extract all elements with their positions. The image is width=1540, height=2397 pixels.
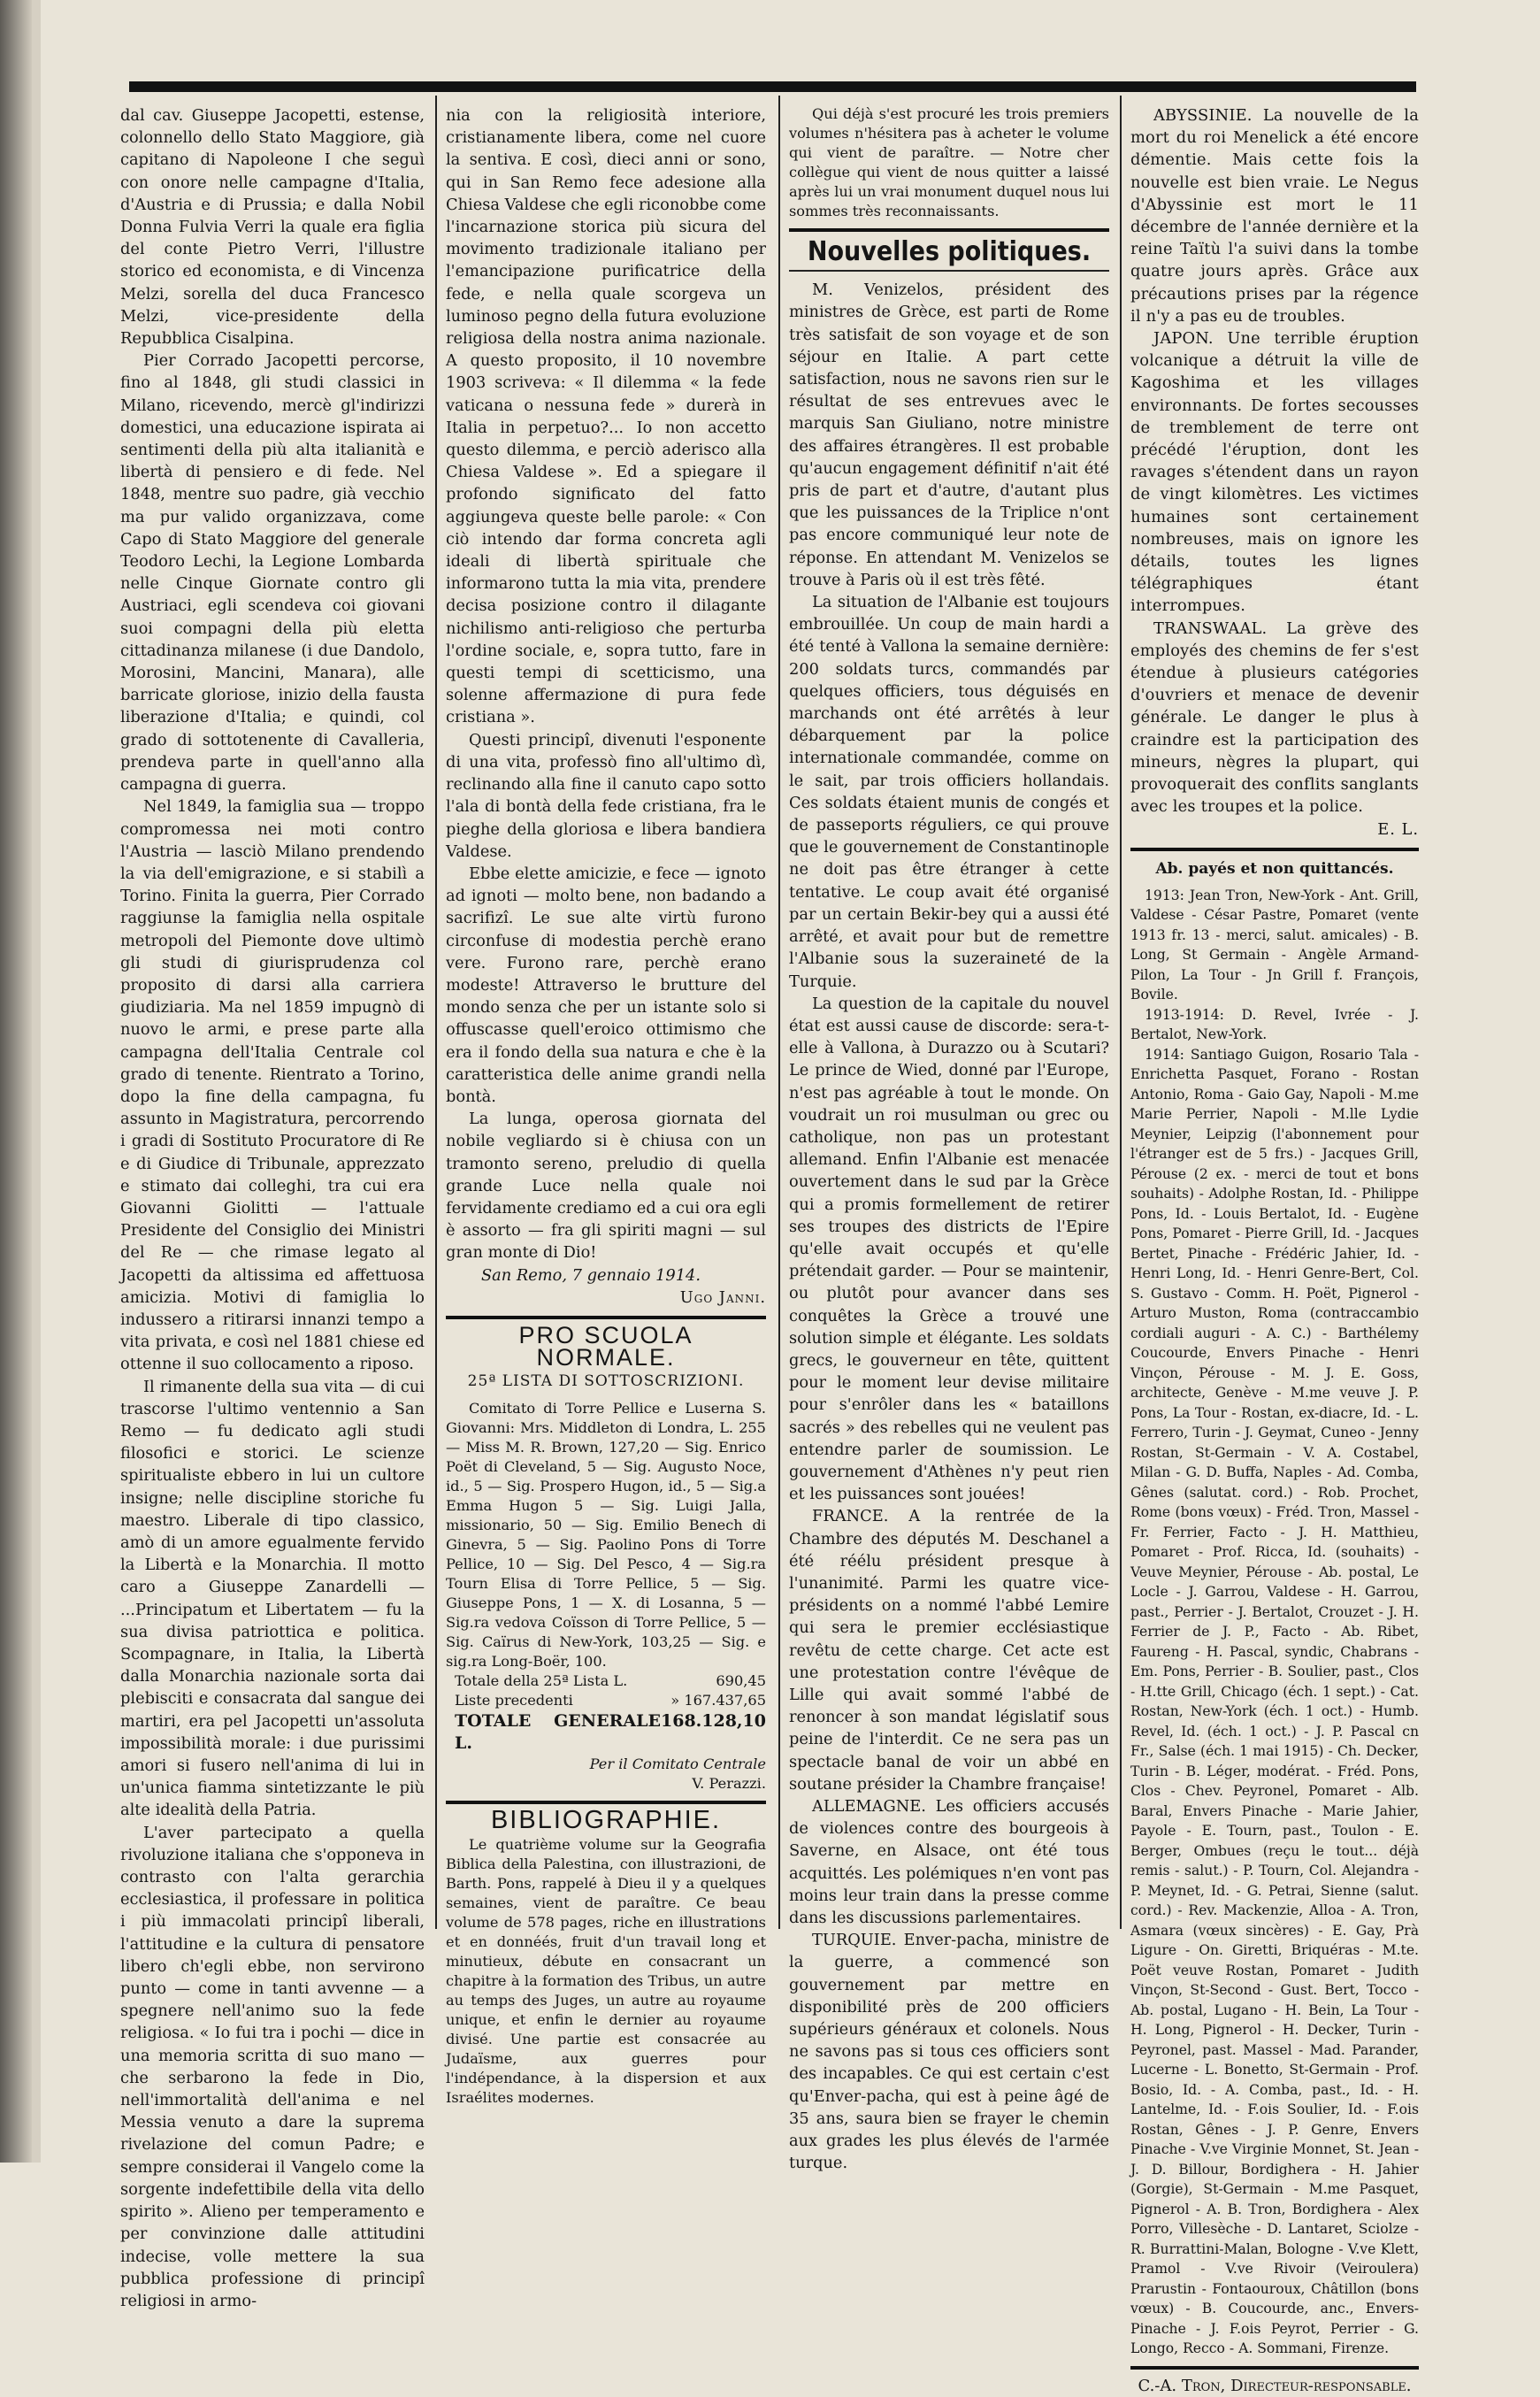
page-fold bbox=[32, 0, 41, 2163]
total-row bbox=[446, 1671, 766, 1691]
ack-entry: 1914: Santiago Guigon, Rosario Tala - Enrichetta Pasquet, Forano - Rostan Antonio, Roma - Gaio Gay, Napoli - M.me Marie Perrier, Napoli - M.lle Lydie Meynier, Leipzig (l'abonnement pour l'étranger est de 5 frs.) - Jacques Grill, Pérouse (2 ex. - merci de tout et bons souhaits) - Adolphe Rostan, Id. - Philippe Pons, Id. - Louis Bertalot, Id. - Eugène Pons, Pomaret - Pierre Grill, Id. - Jacques Bertet, Pinache - Frédéric Jahier, Id. - Henri Long, Id. - Henri Genre-Bert, Col. S. Gustavo - Comm. H. Poët, Pignerol - Arturo Muston, Roma (contraccambio cordiali auguri - A. C.) - Barthélemy Coucourde, Envers Pinache - Henri Vinçon, Pérouse - M. J. E. Goss, architecte, Genève - M.me veuve J. P. Pons, La Tour - Rostan, ex-diacre, Id. - L. Ferrero, Turin - J. Geymat, Cuneo - Jenny Rostan, St-Germain - V. A. Costabel, Milan - G. D. Buffa, Naples - Ad. Comba, Gênes (salutat. cord.) - Rob. Prochet, Rome (bons vœux) - Fréd. Tron, Massel - Fr. Ferrier, Facto - J. H. Matthieu, Pomaret - Prof. Ricca, Id. (souhaits) - Veuve Meynier, Pérouse - Ab. postal, Le Locle - J. Garrou, Valdese - H. Garrou, past., Perrier - J. Bertalot, Crouzet - J. H. Ferrier de J. P., Facto - Ab. Ribet, Faureng - H. Pascal, syndic, Chabrans - Em. Pons, Perrier - B. Soulier, past., Clos - H.tte Grill, Chicago (éch. 1 sept.) - Cat. Rostan, New-York (éch. 1 oct.) - Humb. Revel, Id. (éch. 1 oct.) - J. P. Pascal cn Fr., Salse (éch. 1 mai 1915) - Ch. Decker, Turin - B. Léger, modérat. - Fréd. Pons, Clos - Chev. Peyronel, Pomaret - Alb. Baral, Envers Pinache - Marie Jahier, Payole - E. Tourn, past., Toulon - E. Berger, Ombues (reçu le tout... déjà remis - salut.) - P. Tourn, Col. Alejandra - P. Meynet, Id. - G. Petrai, Sienne (salut. cord.) - Rev. Mackenzie, Alloa - A. Tron, Asmara (vœux sincères) - E. Gay, Prà Ligure - On. Giretti, Briquéras - M.te. Poët veuve Rostan, Pomaret - Judith Vinçon, St-Second - Gust. Bert, Tocco - Ab. postal, Lugano - H. Bein, La Tour - H. Long, Pignerol - H. Decker, Turin - Peyronel, past. Massel - Mad. Parander, Lucerne - L. Bonetto, St-Germain - Prof. Bosio, Id. - A. Comba, past., Id. - H. Lantelme, Id. - F.ois Soulier, Id. - F.ois Rostan, Gênes - J. P. Genre, Envers Pinache - V.ve Virginie Monnet, St. Jean - J. D. Billour, Bordighera - H. Jahier (Gorgie), St-Germain - M.me Pasquet, Pignerol - A. B. Tron, Bordighera - Alex Porro, Villesèche - D. Lantaret, Sciolze - R. Burrattini-Malan, Bologne - V.ve Klett, Pramol - V.ve Rivoir (Veiroulera) Prarustin - Fontaouroux, Châtillon (bons vœux) - B. Coucourde, anc., Envers-Pinache - J. F.ois Peyrot, Perrier - G. Longo, Recco - A. Sommani, Firenze. bbox=[1130, 1046, 1419, 2357]
section-divider bbox=[446, 1801, 766, 1804]
paragraph: FRANCE. A la rentrée de la Chambre des députés M. Deschanel a été réélu président presque à l'unanimité. Parmi les quatre vice-présidents on a nommé l'abbé Lemire qui sera le premier ecclésiastique revêtu de cette charge. Cet acte est une protestation contre l'évêque de Lille qui avait sommé l'abbé de renoncer à son mandat législatif sous peine de l'interdit. Ce ne sera pas un spectacle banal de voir un abbé en soutane présider la Chambre française! bbox=[789, 1507, 1109, 1794]
paragraph: La question de la capitale du nouvel état est aussi cause de discorde: sera-t-elle à Vallona, à Durazzo ou à Scutari? Le prince de Wied, donné par l'Europe, n'est pas agréable à tout le monde. On voudrait un roi musulman ou grec ou catholique, non pas un protestant allemand. Enfin l'Albanie est menacée ouvertement dans le sud par la Grèce qui a promis formellement de retirer ses troupes des districts de l'Epire qu'elle avait occupés et qu'elle prétendait garder. — Pour se maintenir, ou plutôt pour avancer dans ses conquêtes la Grèce a trouvé une solution simple et élégante. Les soldats grecs, le gouverneur en tête, quittent pour le moment leur devise militaire pour s'enrôler dans les « bataillons sacrés » des rebelles qui ne veulent pas entendre parler de soumission. Le gouvernement d'Athènes n'y peut rien et les puissances sont jouées! bbox=[789, 994, 1109, 1504]
heading-rule bbox=[789, 270, 1109, 272]
paragraph: La lunga, operosa giornata del nobile vegliardo si è chiusa con un tramonto sereno, preludio di quella grande Luce nella quale noi fervidamente crediamo ed a cui ora egli è assorto — fra gli spiriti magni — sul gran monte di Dio! bbox=[446, 1110, 766, 1263]
paragraph: nia con la religiosità interiore, cristianamente libera, come nel cuore la sentiva. E così, dieci anni or sono, qui in San Remo fece adesione alla Chiesa Valdese che egli riconobbe come l'incarnazione storica più sicura del movimento tradizionale italiano per l'emancipazione purificatrice della fede, e nella quale scorgeva un luminoso pegno della futura evoluzione religiosa della nostra anima nazionale. A questo proposito, il 10 novembre 1903 scriveva: « Il dilemma « la fede vaticana o nessuna fede » durerà in Italia in perpetuo?... Io non accetto questo dilemma, e perciò aderisco alla Chiesa Valdese ». Ed a spiegare il profondo significato del fatto aggiungeva queste belle parole: « Con ciò intendo dar forma concreta agli ideali di libertà spirituale che informarono tutta la mia vita, prendere decisa posizione contro il dilagante nichilismo anti-religioso che perturba l'ordine sociale, e, sopra tutto, fare in questi tempi di scetticismo, una solenne affermazione di pura fede cristiana ». bbox=[446, 106, 766, 727]
top-rule bbox=[129, 81, 1416, 92]
acknowledgements-heading: Ab. payés et non quittancés. bbox=[1155, 859, 1394, 878]
scan-binding-edge bbox=[0, 0, 32, 2163]
section-divider bbox=[446, 1316, 766, 1319]
paragraph: Nel 1849, la famiglia sua — troppo compromessa nei moti contro l'Austria — lasciò Milano prendendo la via dell'emigrazione, e si stabilì a Torino. Finita la guerra, Pier Corrado raggiunse la famiglia nella ospitale metropoli del Piemonte dove ultimò gli studi di giurisprudenza col proposito di darsi alla carriera giudiziaria. Ma nel 1859 impugnò di nuovo le armi, e prese parte alla campagna dell'Italia Centrale col grado di tenente. Rientrato a Torino, dopo la fine della campagna, fu assunto in Magistratura, percorrendo i gradi di Sostituto Procuratore di Re e di Giudice di Tribunale, apprezzato e stimato dai colleghi, tra cui era Giovanni Giolitti — l'attuale Presidente del Consiglio dei Ministri del Re — che rimase legato al Jacopetti da altissima ed affettuosa amicizia. Motivi di famiglia lo indussero a ritirarsi innanzi tempo a vita privata, e così nel 1881 chiese ed ottenne il suo collocamento a riposo. bbox=[120, 797, 425, 1374]
previous-label: Liste precedenti bbox=[455, 1691, 573, 1709]
subscription-list: Comitato di Torre Pellice e Luserna S. Giovanni: Mrs. Middleton di Londra, L. 255 — Miss M. R. Brown, 127,20 — Sig. Enrico Poët di Cleveland, 5 — Sig. Augusto Noce, id., 5 — Sig. Prospero Hugon, id., 5 — Sig.a Emma Hugon 5 — Sig. Luigi Jalla, missionario, 50 — Sig. Emilio Benech di Ginevra, 5 — Sig. Paolino Pons di Torre Pellice, 10 — Sig. Del Pesco, 4 — Sig.ra Tourn Elisa di Torre Pellice, 5 — Sig. Giuseppe Pons, 1 — X. di Losanna, 5 — Sig.ra vedova Coïsson di Torre Pellice, 5 — Sig. Caïrus di New-York, 103,25 — Sig. e sig.ra Long-Boër, 100. bbox=[446, 1399, 766, 1670]
paragraph: TRANSWAAL. La grève des employés des chemins de fer s'est étendue à plusieurs catégories d'ouvriers et menace de devenir générale. Le danger le plus à craindre est la participation des mineurs, nègres la plupart, qui provoquerait des conflits sanglants avec les troupes et la police. bbox=[1130, 618, 1419, 817]
school-heading: PRO SCUOLA NORMALE. bbox=[518, 1321, 693, 1371]
article-signature: Ugo Janni. bbox=[679, 1287, 766, 1307]
paragraph: JAPON. Une terrible éruption volcanique a détruit la ville de Kagoshima et les villages environnants. De fortes secousses de tremblement de terre ont précédé l'éruption, dont les ravages s'étendent dans un rayon de vingt kilomètres. Les victimes humaines sont certainement nombreuses, mais on ignore les détails, toutes les lignes télégraphiques étant interrompues. bbox=[1130, 329, 1419, 616]
column-rule-1 bbox=[435, 96, 437, 1929]
column-rule-2 bbox=[778, 96, 780, 1929]
committee-signer: V. Perazzi. bbox=[692, 1774, 766, 1792]
paragraph: Questi principî, divenuti l'esponente di una vita, professò fino all'ultimo dì, reclinando alla fine il canuto capo sotto l'ala di bontà della fede cristiana, fra le pieghe della gloriosa e libera bandiera Valdese. bbox=[446, 730, 766, 861]
grand-total-row bbox=[446, 1710, 766, 1755]
committee-line: Per il Comitato Centrale bbox=[589, 1755, 766, 1772]
paragraph: dal cav. Giuseppe Jacopetti, estense, colonnello dello Stato Maggiore, già capitano di Napoleone I che seguì con onore nelle campagne d'Italia, d'Austria e di Prussia; e dalla Nobil Donna Fulvia Verri la quale era figlia del conte Pietro Verri, l'illustre storico ed economista, e di Vincenza Melzi, sorella del duca Francesco Melzi, vice-presidente della Repubblica Cisalpina. bbox=[120, 106, 425, 349]
news-signature: E. L. bbox=[1377, 819, 1419, 839]
column-1 bbox=[120, 104, 425, 2310]
section-divider bbox=[1130, 848, 1419, 851]
grand-total-value: 168.128,10 bbox=[661, 1710, 766, 1731]
paragraph: ALLEMAGNE. Les officiers accusés de violences contre des bourgeois à Saverne, en Alsace, ont été tous acquittés. Les polémiques n'en vont pas moins leur train dans la presse comme dans les discussions parlementaires. bbox=[789, 1797, 1109, 1928]
ack-entry: 1913-1914: D. Revel, Ivrée - J. Bertalot, New-York. bbox=[1130, 1006, 1419, 1043]
section-divider bbox=[789, 228, 1109, 232]
article-date: San Remo, 7 gennaio 1914. bbox=[481, 1265, 701, 1285]
column-3 bbox=[789, 104, 1109, 2173]
total-value: 690,45 bbox=[716, 1671, 766, 1689]
bibliography-heading: BIBLIOGRAPHIE. bbox=[490, 1805, 722, 1834]
news-heading: Nouvelles politiques. bbox=[807, 236, 1092, 267]
column-rule-3 bbox=[1120, 96, 1122, 1929]
paragraph: M. Venizelos, président des ministres de Grèce, est parti de Rome très satisfait de son voyage et de son séjour en Italie. A part cette satisfaction, nous ne savons rien sur le résultat de ses entrevues avec le marquis San Giuliano, notre ministre des affaires étrangères. Il est probable qu'aucun engagement définitif n'ait été pris de part et d'autre, d'autant plus que les puissances de la Triplice n'ont pas encore communiqué leur note de réponse. En attendant M. Venizelos se trouve à Paris où il est très fêté. bbox=[789, 280, 1109, 589]
ack-entry: 1913: Jean Tron, New-York - Ant. Grill, Valdese - César Pastre, Pomaret (vente 1913 fr. 13 - merci, salut. amicales) - B. Long, St Germain - Angèle Armand-Pilon, La Tour - Jn Grill f. François, Bovile. bbox=[1130, 887, 1419, 1003]
column-4 bbox=[1130, 104, 1419, 2395]
previous-value: » 167.437,65 bbox=[670, 1691, 766, 1709]
paragraph: Il rimanente della sua vita — di cui trascorse l'ultimo ventennio a San Remo — fu dedicato agli studi filosofici e storici. Le scienze spiritualiste ebbero in lui un cultore insigne; nelle discipline storiche fu maestro. Liberale di tipo classico, amò di un amore egualmente fervido la Libertà e la Monarchia. Il motto caro a Giuseppe Zanardelli — ...Principatum et Libertatem — fu la sua divisa patriottica e politica. Scompagnare, in Italia, la Libertà dalla Monarchia nazionale sorta dai plebisciti e consacrata dal sangue dei martiri, era pel Jacopetti un'assoluta impossibilità morale: i due purissimi amori si fusero nell'anima di lui in un'unica fiamma sintetizzante le più alte idealità della Patria. bbox=[120, 1377, 425, 1820]
total-label: Totale della 25ª Lista L. bbox=[455, 1671, 628, 1689]
bibliography-text: Le quatrième volume sur la Geografia Biblica della Palestina, con illustrazioni, de Barth. Pons, rappelé à Dieu il y a quelques semaines, vient de paraître. Ce beau volume de 578 pages, riche en illustrations et en donnéés, fruit d'un travail long et minutieux, débute en consacrant un chapitre à la formation des Tribus, un autre au temps des Juges, un autre au royaume unique, et enfin le dernier au royaume divisé. Une partie est consacrée au Judaïsme, aux guerres pour l'indépendance, à la dispersion et aux Israélites modernes. bbox=[446, 1836, 766, 2107]
paragraph: ABYSSINIE. La nouvelle de la mort du roi Menelick a été encore démentie. Mais cette fois la nouvelle est bien vraie. Le Negus d'Abyssinie est mort le 11 décembre de l'année dernière et la reine Taïtù l'a suivi dans la tombe quatre jours après. Grâce aux précautions prises par la régence il n'y a pas eu de troubles. bbox=[1130, 106, 1419, 326]
acknowledgements bbox=[1130, 886, 1419, 2359]
paragraph: La situation de l'Albanie est toujours embrouillée. Un coup de main hardi a été tenté à Vallona la semaine dernière: 200 soldats turcs, commandés par quelques officiers, tous déguisés en marchands ont été arrêtés à leur débarquement par la police internationale commandée, comme on le sait, par trois officiers hollandais. Ces soldats étaient munis de congés et de passeports réguliers, ce qui prouve que le gouvernement de Constantinople ne doit pas être étranger à cette tentative. Le coup avait été organisé par un certain Bekir-bey qui a aussi été arrêté, et avait pour but de remettre l'Albanie sous la suzeraineté de la Turquie. bbox=[789, 593, 1109, 991]
column-2 bbox=[446, 104, 766, 2107]
previous-row bbox=[446, 1691, 766, 1710]
paragraph: TURQUIE. Enver-pacha, ministre de la guerre, a commencé son gouvernement par mettre en disponibilité près de 200 officiers supérieurs généraux et colonels. Nous ne savons pas si tous ces officiers sont des incapables. Ce qui est certain c'est qu'Enver-pacha, qui est à peine âgé de 35 ans, saura bien se frayer le chemin aux grades les plus élevés de l'armée turque. bbox=[789, 1931, 1109, 2173]
paragraph: Ebbe elette amicizie, e fece — ignoto ad ignoti — molto bene, non badando a sacrifizî. Le sue alte virtù furono circonfuse di modestia perchè erano vere. Furono rare, perchè erano modeste! Attraverso le brutture del mondo senza che per un istante solo si offuscasse quell'eroico ottimismo che era il fondo della sua natura e che è la caratteristica delle anime grandi nella bontà. bbox=[446, 864, 766, 1106]
director-signature: C.-A. Tron, Directeur-responsable. bbox=[1138, 2376, 1412, 2395]
paragraph: L'aver partecipato a quella rivoluzione italiana che s'opponeva in contrasto con l'alta gerarchia ecclesiastica, il professare in politica i più immacolati principî liberali, l'attitudine e la cultura di pensatore libero ch'egli ebbe, non servirono punto — come in tanti avvenne — a spegnere nell'animo suo la fede religiosa. « Io fui tra i pochi — dice in una memoria scritta di suo mano — che serbarono la fede in Dio, nell'immortalità dell'anima e nel Messia venuto a dare la suprema rivelazione del comun Padre; e sempre considerai il Vangelo come la sorgente indefettibile della vita dello spirito ». Alieno per temperamento e per convinzione dalle attitudini indecise, volle mettere la sua pubblica professione di principî religiosi in armo- bbox=[120, 1823, 425, 2310]
section-divider bbox=[1130, 2366, 1419, 2370]
bibliography-continued: Qui déjà s'est procuré les trois premiers volumes n'hésitera pas à acheter le volume qui vient de paraître. — Notre cher collègue qui vient de nous quitter a laissé après lui un vrai monument duquel nous lui sommes très reconnaissants. bbox=[789, 105, 1109, 219]
school-subheading: 25ª LISTA DI SOTTOSCRIZIONI. bbox=[467, 1372, 745, 1391]
paragraph: Pier Corrado Jacopetti percorse, fino al 1848, gli studi classici in Milano, ricevendo, mercè gl'indirizzi domestici, una educazione ispirata ai sentimenti della più alta italianità e libertà di pensiero e di fede. Nel 1848, mentre suo padre, già vecchio ma pur valido organizzava, come Capo di Stato Maggiore del generale Teodoro Lechi, la Legione Lombarda nelle Cinque Giornate contro gli Austriaci, egli scendeva coi giovani suoi compagni della più eletta cittadinanza milanese (i due Dandolo, Morosini, Mancini, Manara), alle barricate gloriose, inizio della fausta liberazione d'Italia; e quindi, col grado di sottotenente di Cavalleria, prendeva parte in quell'anno alla campagna di guerra. bbox=[120, 351, 425, 795]
grand-total-label: TOTALE GENERALE L. bbox=[455, 1710, 661, 1753]
